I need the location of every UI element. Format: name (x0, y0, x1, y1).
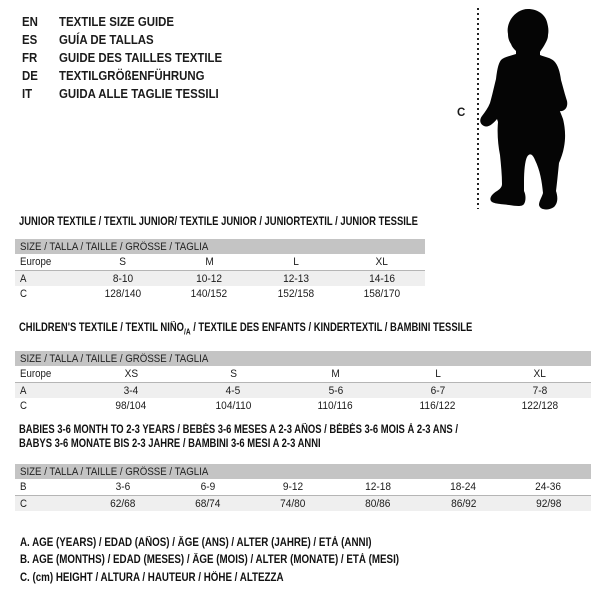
language-title (59, 50, 244, 65)
table-cell-value: XL (533, 368, 547, 381)
table-cell (166, 256, 252, 268)
table-cell-value: 14-16 (368, 272, 395, 285)
table-cell (489, 400, 591, 412)
language-title (59, 68, 224, 83)
table-title-text (19, 321, 472, 339)
table-size-header-bar (15, 351, 591, 366)
table-title-sub: /A (184, 327, 191, 337)
table-title-text: BABYS 3-6 MONATE BIS 2-3 JAHRE / BAMBINI 3-6 MESI A 2-3 ANNI (19, 438, 321, 450)
table-row (15, 495, 591, 511)
table-title (15, 321, 591, 339)
row-label-text: C (20, 400, 27, 413)
table-cell (284, 385, 386, 397)
table-cell (421, 498, 506, 510)
table-cell (80, 481, 165, 493)
table-cell-value: S (229, 368, 237, 381)
table-cell (506, 481, 591, 493)
table-title-before: CHILDREN'S TEXTILE / TEXTIL NIÑO (19, 322, 185, 334)
language-title-list (22, 12, 244, 103)
table-cell-value: 10-12 (196, 272, 223, 285)
table-cell-value: M (205, 256, 214, 268)
table-cell (165, 498, 250, 510)
table-row (15, 270, 425, 286)
row-label (15, 481, 80, 493)
table-cell (387, 400, 489, 412)
language-row (22, 12, 244, 30)
table-cell (80, 256, 166, 268)
table-cell (489, 368, 591, 380)
language-row (22, 85, 244, 103)
table-cell-value: 12-13 (282, 272, 309, 285)
language-title-text: GUÍA DE TALLAS (59, 31, 154, 47)
row-label-text: C (20, 288, 27, 300)
size-table-children (15, 321, 591, 414)
table-cell (336, 498, 421, 510)
table-cell (387, 385, 489, 397)
toddler-silhouette-icon (478, 5, 570, 215)
table-cell (182, 368, 284, 380)
table-cell-value: 3-4 (123, 384, 139, 397)
language-title-text: TEXTILE SIZE GUIDE (59, 13, 175, 29)
language-code (22, 86, 59, 101)
size-table-babies (15, 423, 591, 511)
table-cell-value: 12-18 (365, 481, 392, 493)
table-title-line (19, 437, 591, 451)
row-label (15, 288, 80, 300)
table-size-header-bar (15, 464, 591, 479)
table-cell-value: 140/152 (191, 288, 228, 300)
language-title (59, 32, 167, 47)
row-label (15, 256, 80, 268)
row-label-text: A (20, 272, 27, 285)
table-cell-value: 80/86 (365, 497, 391, 510)
row-label (15, 273, 80, 285)
legend-note-text: A. AGE (YEARS) / EDAD (AÑOS) / ÂGE (ANS) / ALTER (JAHRE) / ETÀ (ANNI) (20, 536, 372, 549)
language-code (22, 68, 59, 83)
table-cell (80, 288, 166, 300)
table-title-after: / TEXTILE DES ENFANTS / KINDERTEXTIL / BAMBINI TESSILE (190, 322, 473, 334)
table-size-header-text: SIZE / TALLA / TAILLE / GRÖSSE / TAGLIA (20, 465, 209, 478)
table-cell-value: 3-6 (115, 481, 130, 493)
table-cell (166, 288, 252, 300)
language-title-text: GUIDE DES TAILLES TEXTILE (59, 49, 223, 65)
legend-notes (20, 534, 466, 587)
row-label-text: A (20, 384, 27, 397)
language-title-text: TEXTILGRÖßENFÜHRUNG (59, 68, 205, 84)
size-table-junior (15, 215, 425, 302)
row-label (15, 498, 80, 510)
legend-note (20, 552, 466, 570)
table-cell-value: 8-10 (112, 272, 134, 285)
table-title (15, 215, 425, 229)
table-cell-value: 6-9 (200, 481, 216, 493)
table-row (15, 366, 591, 382)
table-cell-value: 152/158 (277, 288, 314, 300)
language-title-text: GUIDA ALLE TAGLIE TESSILI (59, 86, 219, 102)
table-size-header-text: SIZE / TALLA / TAILLE / GRÖSSE / TAGLIA (20, 240, 209, 253)
row-label-text: B (20, 481, 27, 493)
table-cell (339, 273, 425, 285)
row-label-text: Europe (20, 256, 52, 268)
language-code (22, 32, 59, 47)
table-row (15, 254, 425, 270)
table-cell (339, 288, 425, 300)
table-cell (166, 273, 252, 285)
table-cell (506, 498, 591, 510)
table-cell-value: 110/116 (317, 400, 354, 413)
language-code (22, 50, 59, 65)
language-code-text: ES (22, 31, 38, 47)
table-row (15, 382, 591, 398)
language-code-text: EN (22, 13, 38, 29)
table-cell (421, 481, 506, 493)
table-cell-value: 86/92 (450, 497, 476, 510)
table-cell (387, 368, 489, 380)
legend-note-text: B. AGE (MONTHS) / EDAD (MESES) / ÂGE (MOIS) / ALTER (MONATE) / ETÀ (MESI) (20, 554, 400, 567)
table-cell (284, 368, 386, 380)
language-code-text: DE (22, 68, 38, 84)
table-cell (489, 385, 591, 397)
table-row (15, 286, 425, 302)
table-cell (165, 481, 250, 493)
table-cell-value: 98/104 (115, 400, 147, 413)
table-row (15, 479, 591, 495)
table-title-text: BABIES 3-6 MONTH TO 2-3 YEARS / BEBÉS 3-6 MESES A 2-3 AÑOS / BÉBÉS 3-6 MOIS À 2-3 ANS / (19, 424, 458, 436)
table-cell-value: 62/68 (109, 497, 136, 510)
table-cell (182, 385, 284, 397)
table-cell-value: 104/110 (215, 400, 252, 413)
table-cell-value: XL (375, 256, 389, 268)
table-cell (253, 288, 339, 300)
row-label (15, 385, 80, 397)
table-cell (284, 400, 386, 412)
table-cell-value: 92/98 (535, 497, 562, 510)
language-row (22, 30, 244, 48)
table-cell (80, 498, 165, 510)
table-title-text: JUNIOR TEXTILE / TEXTIL JUNIOR/ TEXTILE JUNIOR / JUNIORTEXTIL / JUNIOR TESSILE (19, 216, 418, 228)
table-title (15, 423, 591, 451)
table-cell-value: 68/74 (195, 497, 221, 510)
row-label-text: C (20, 497, 27, 510)
table-size-header-bar (15, 239, 425, 254)
row-label-text: Europe (20, 368, 52, 381)
table-cell (250, 481, 335, 493)
language-code-text: IT (22, 86, 33, 102)
table-cell (336, 481, 421, 493)
height-measure-label: C (457, 107, 466, 119)
table-cell-value: 116/122 (419, 400, 456, 413)
table-row (15, 398, 591, 414)
table-cell (80, 385, 182, 397)
row-label (15, 400, 80, 412)
legend-note (20, 569, 466, 587)
table-cell-value: 18-24 (450, 481, 477, 493)
table-cell-value: 128/140 (104, 288, 142, 300)
table-cell-value: XS (124, 368, 138, 381)
table-cell (253, 256, 339, 268)
language-row (22, 67, 244, 85)
table-cell (253, 273, 339, 285)
table-cell (250, 498, 335, 510)
language-code-text: FR (22, 49, 38, 65)
row-label (15, 368, 80, 380)
table-size-header-text: SIZE / TALLA / TAILLE / GRÖSSE / TAGLIA (20, 352, 209, 365)
language-title (59, 14, 190, 29)
table-cell-value: 158/170 (363, 288, 401, 300)
table-cell (182, 400, 284, 412)
table-cell-value: L (292, 256, 299, 268)
table-cell-value: L (434, 368, 441, 381)
table-cell-value: 24-36 (535, 481, 562, 493)
table-title-line (19, 423, 591, 437)
table-cell-value: 4-5 (225, 384, 241, 397)
legend-note-text: C. (cm) HEIGHT / ALTURA / HAUTEUR / HÖHE / ALTEZZA (20, 571, 284, 584)
language-code (22, 14, 59, 29)
table-cell-value: 9-12 (282, 481, 304, 493)
language-row (22, 48, 244, 66)
legend-note (20, 534, 466, 552)
table-cell (80, 400, 182, 412)
table-cell (80, 368, 182, 380)
table-cell-value: 7-8 (532, 384, 548, 397)
table-cell (80, 273, 166, 285)
table-cell-value: 74/80 (280, 497, 306, 510)
table-cell-value: S (119, 256, 127, 268)
table-cell (339, 256, 425, 268)
language-title (59, 86, 241, 101)
table-cell-value: 5-6 (328, 384, 343, 397)
table-cell-value: 6-7 (430, 384, 446, 397)
table-cell-value: M (331, 368, 340, 381)
table-cell-value: 122/128 (521, 400, 559, 413)
